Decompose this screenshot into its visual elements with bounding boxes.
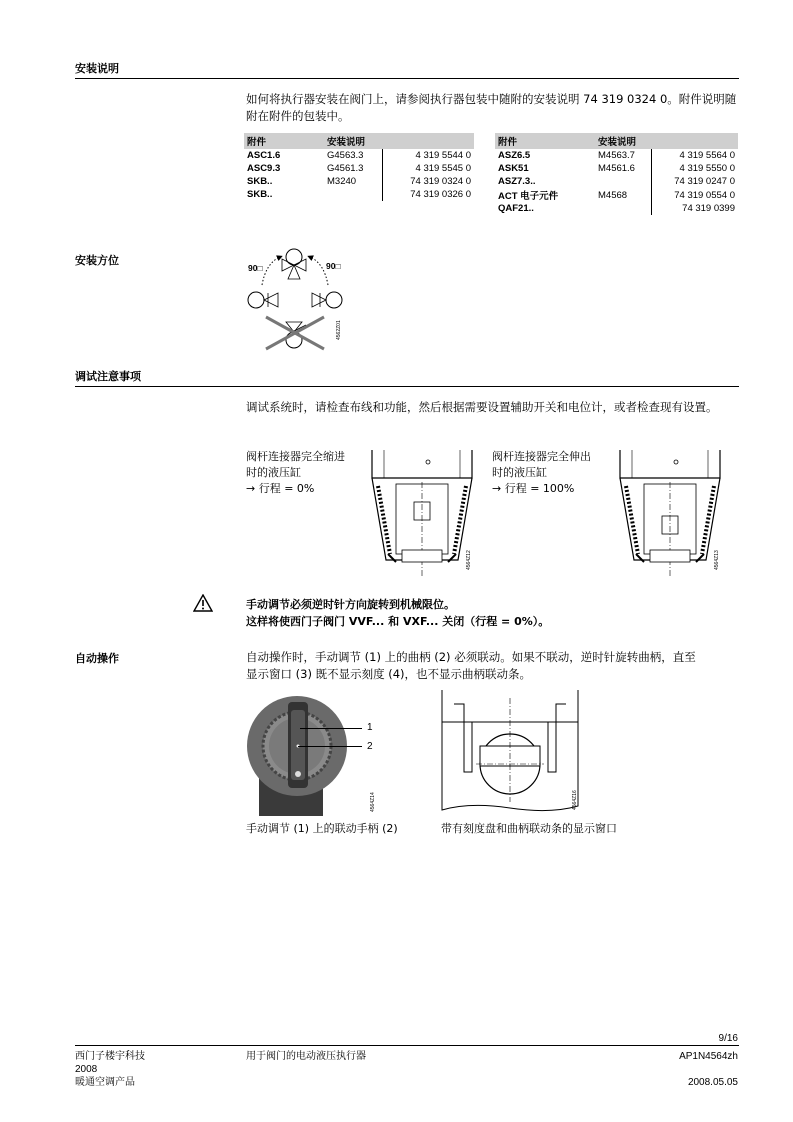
accessory-table-right [495,133,738,215]
accessory-cell: ASZ6.5 [498,150,531,161]
installation-text: 如何将执行器安装在阀门上，请参阅执行器包装中随附的安装说明 74 319 0324 0。附件说明随附在附件的包装中。 [246,92,737,123]
section-rule [75,386,739,387]
fig2-caption-line: 时的液压缸 [492,466,547,479]
footer-rule [75,1045,739,1046]
instruction-cell: G4563.3 [327,150,364,161]
table-row [495,149,738,162]
instruction-cell: M4561.6 [598,163,635,174]
auto-text-line-2: 显示窗口 (3) 既不显示刻度 (4)，也不显示曲柄联动条。 [246,667,532,681]
actuator-figure-extended [614,450,726,580]
warning-line-1: 手动调节必须逆时针方向旋转到机械限位。 [246,598,455,611]
col-header-accessory: 附件 [244,133,324,149]
footer-division: 暖通空调产品 [75,1077,135,1088]
section-title-installation: 安装说明 [75,62,119,75]
doc-number-cell: 4 319 5564 0 [651,149,738,162]
doc-number-cell: 4 319 5545 0 [382,162,474,175]
doc-number-cell: 74 319 0247 0 [651,175,738,188]
callout-label-2: 2 [367,741,373,752]
leader-line-2 [298,746,362,747]
warning-icon [193,594,213,616]
actuator-figure-retracted [366,450,478,580]
col-header-accessory: 附件 [495,133,595,149]
doc-number-cell: 74 319 0326 0 [382,188,474,201]
table-row [495,188,738,202]
footer-year: 2008 [75,1064,98,1075]
accessory-cell: ASC1.6 [247,150,281,161]
fig2-caption-line: → 行程 = 100% [492,482,575,495]
warning-line-2: 这样将使西门子阀门 VVF... 和 VXF... 关闭（行程 = 0%）。 [246,615,550,628]
instruction-cell [595,202,651,215]
accessory-cell: SKB.. [247,189,273,200]
fig1-caption-line: → 行程 = 0% [246,482,315,495]
col-header-instructions: 安装说明 [324,133,474,149]
footer-doc-title: 用于阀门的电动液压执行器 [246,1051,366,1062]
doc-number-cell: 4 319 5544 0 [382,149,474,162]
fig3-code: 4564Z14 [370,792,376,812]
accessory-cell: ASC9.3 [247,163,281,174]
table-row [244,188,474,201]
section-rule [75,78,739,79]
instruction-cell [324,188,382,201]
caption-display-window: 带有刻度盘和曲柄联动条的显示窗口 [441,822,617,835]
accessory-cell: ASZ7.3.. [498,176,536,187]
table-row [495,202,738,215]
table-row [495,175,738,188]
instruction-cell: M4563.7 [598,150,635,161]
accessory-cell: QAF21.. [498,203,534,214]
instruction-cell: M4568 [598,189,628,201]
table-row [495,162,738,175]
instruction-cell [595,175,651,188]
fig2-code: 4564Z13 [714,550,720,570]
section-title-orientation: 安装方位 [75,254,119,267]
fig4-code: 4564Z16 [572,790,578,810]
leader-line-1 [300,728,362,729]
fig-code-orientation: 4562Z01 [336,320,342,340]
angle-label-left: 90□ [248,263,263,273]
doc-number-cell: 74 319 0399 [651,202,738,215]
footer-company [75,1050,145,1089]
fig1-code: 4564Z12 [466,550,472,570]
angle-label-right: 90□ [326,261,341,271]
table-row [244,162,474,175]
col-header-instructions: 安装说明 [595,133,738,149]
footer-doc-id: AP1N4564zh [679,1051,738,1062]
footer-company-name: 西门子楼宇科技 [75,1051,145,1062]
instruction-cell: M3240 [327,176,357,187]
instruction-cell: G4561.3 [327,163,364,174]
accessory-cell: ASK51 [498,163,529,174]
doc-number-cell: 74 319 0324 0 [382,175,474,188]
caption-manual-adjuster: 手动调节 (1) 上的联动手柄 (2) [246,822,398,835]
doc-number-cell: 4 319 5550 0 [651,162,738,175]
accessory-cell: SKB.. [247,176,273,187]
callout-label-1: 1 [367,722,373,733]
accessory-table-left [244,133,474,201]
footer-date: 2008.05.05 [687,1077,738,1088]
doc-number-cell: 74 319 0554 0 [651,188,738,202]
fig2-caption [492,449,614,497]
accessory-cell: ACT 电子元件 [498,191,559,202]
manual-adjuster-figure [245,694,373,816]
table-row [244,175,474,188]
fig2-caption-line: 阀杆连接器完全伸出 [492,450,591,463]
page-number: 9/16 [718,1033,738,1044]
fig1-caption-line: 时的液压缸 [246,466,301,479]
commissioning-text: 调试系统时，请检查布线和功能，然后根据需要设置辅助开关和电位计，或者检查现有设置。 [246,400,718,414]
fig1-caption [246,449,366,497]
table-row [244,149,474,162]
section-title-commissioning: 调试注意事项 [75,370,141,383]
display-window-figure [440,690,580,816]
fig1-caption-line: 阀杆连接器完全缩进 [246,450,345,463]
auto-text-line-1: 自动操作时，手动调节 (1) 上的曲柄 (2) 必须联动。如果不联动，逆时针旋转曲柄，直至 [246,650,696,664]
section-title-auto: 自动操作 [75,652,119,665]
